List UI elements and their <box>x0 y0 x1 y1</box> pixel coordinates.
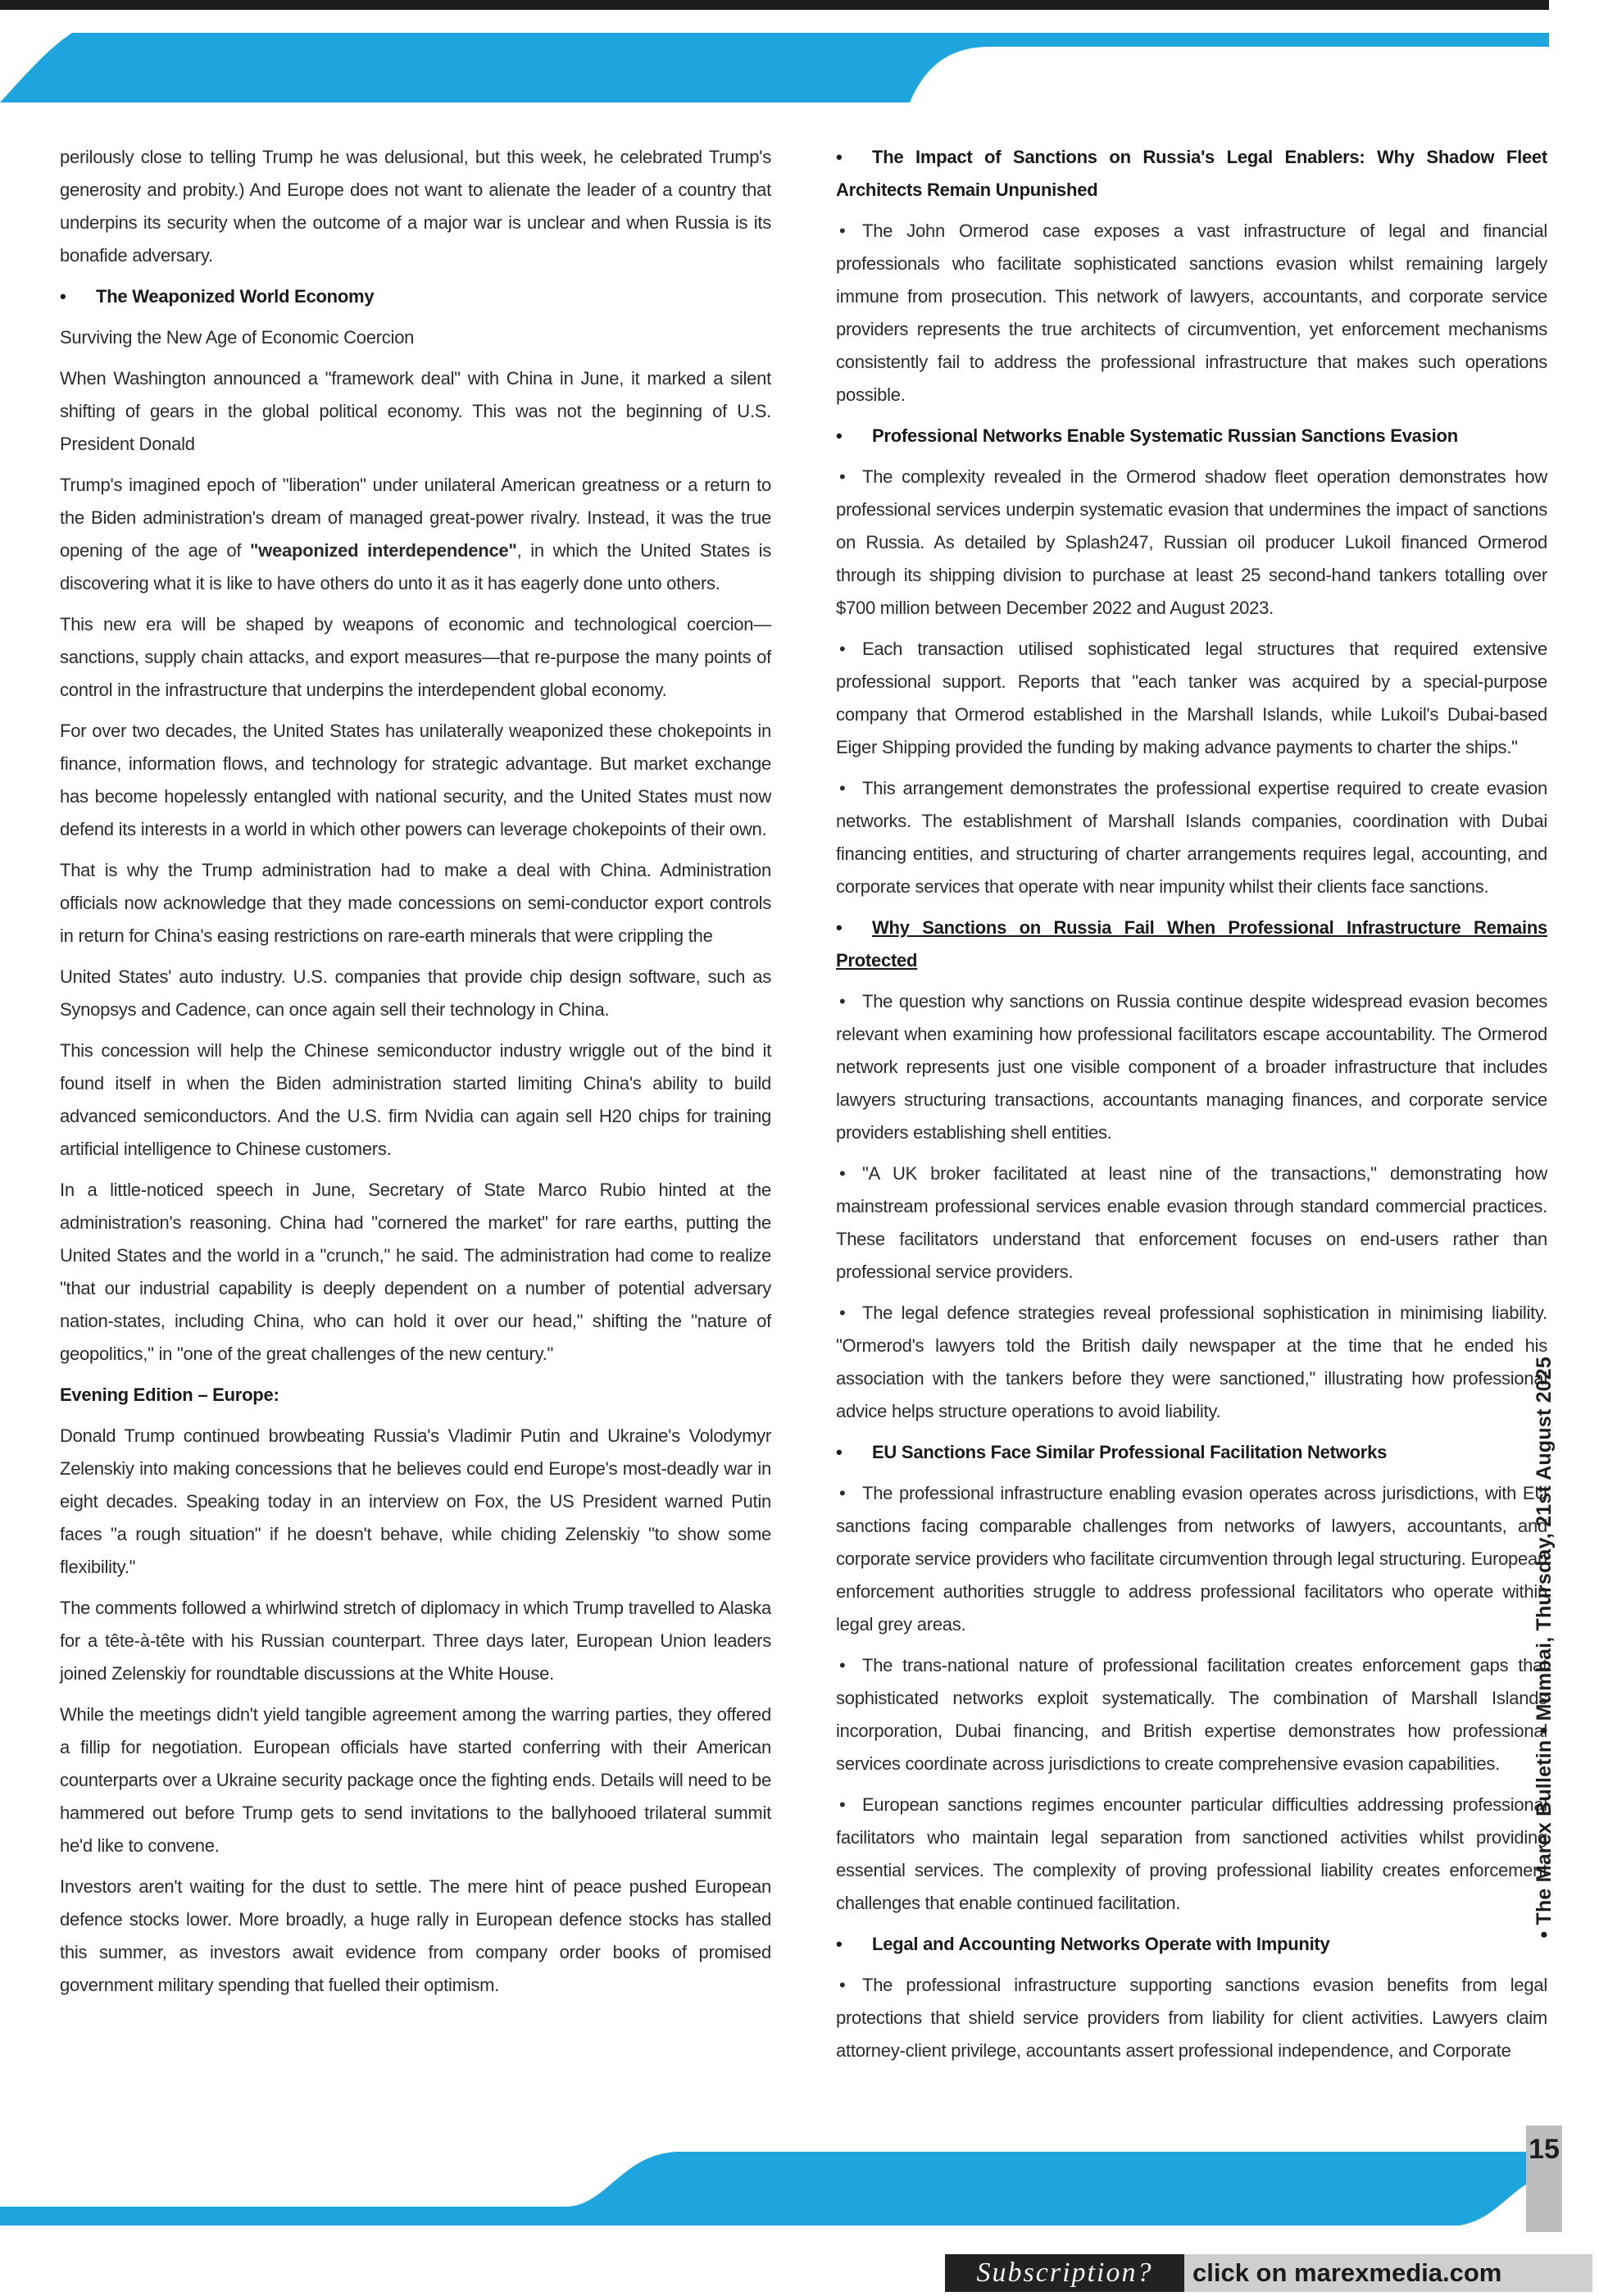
body-paragraph: perilously close to telling Trump he was delusional, but this week, he celebrated Trump's generosity and probity.) And Europe does not want to alienate the leader of a country that underpins its security when the outcome of a major war is unclear and when Russia is its bonafide adversary. <box>60 147 771 266</box>
section-heading <box>60 1379 771 1412</box>
bullet-icon: • <box>839 1303 846 1323</box>
bullet-paragraph <box>836 1649 1547 1780</box>
right-column <box>836 141 1547 2075</box>
emphasis-text: "weaponized interdependence" <box>249 540 517 561</box>
paragraph-text: "A UK broker facilitated at least nine of the transactions," demonstrating how mainstream professional services enable evasion through standard commercial practices. These facilitators understand that enforcement focuses on end-users rather than professional service providers. <box>836 1163 1547 1282</box>
marexmedia-link[interactable]: click on marexmedia.com <box>1184 2254 1592 2292</box>
bullet-paragraph <box>836 1477 1547 1641</box>
sidebar-issue-line <box>1526 1131 1562 2164</box>
bullet-icon: • <box>836 425 843 446</box>
paragraph-text: Trump's imagined epoch of "liberation" under unilateral American greatness or a return to the Biden administration's dream of managed great-power rivalry. Instead, it was the true opening of the age of <box>60 475 771 561</box>
page-number: 15 <box>1526 2126 1562 2232</box>
body-paragraph: Surviving the New Age of Economic Coercion <box>60 327 415 348</box>
paragraph-text: , in which the United States is discovering what it is like to have others do unto it as it has eagerly done unto others. <box>60 540 771 593</box>
subscription-label: Subscription? <box>945 2254 1184 2292</box>
paragraph-text: European sanctions regimes encounter particular difficulties addressing professional facilitators who maintain legal separation from sanctioned activities whilst providing essential services. The complexity of proving professional liability creates enforcement challenges that enable continued facilitation. <box>836 1794 1547 1913</box>
paragraph-text: The John Ormerod case exposes a vast infrastructure of legal and financial professionals who facilitate sophisticated sanctions evasion whilst remaining largely immune from prosecution. This network of lawyers, accountants, and corporate service providers represents the true architects of circumvention, yet enforcement mechanisms consistently fail to address the professional infrastructure that makes such operations possible. <box>836 221 1547 405</box>
body-paragraph: Investors aren't waiting for the dust to settle. The mere hint of peace pushed European defence stocks lower. More broadly, a huge rally in European defence stocks has stalled this summer, as investors await evidence from company order books of promised government military spending that fuelled their optimism. <box>60 1876 771 1995</box>
bullet-icon: • <box>836 1442 843 1462</box>
header-swoosh <box>0 0 1599 107</box>
body-paragraph: The comments followed a whirlwind stretch of diplomacy in which Trump travelled to Alaska for a tête-à-tête with his Russian counterpart. Three days later, European Union leaders joined Zelenskiy for roundtable discussions at the White House. <box>60 1598 771 1684</box>
sidebar-text: • The Marex Bulletin • Mumbai, Thursday, 21st August 2025 <box>1532 1357 1556 1939</box>
body-paragraph: That is why the Trump administration had to make a deal with China. Administration officials now acknowledge that they made concessions on semi-conductor export controls in return for China's easing restrictions on rare-earth minerals that were crippling the <box>60 860 771 946</box>
bullet-icon: • <box>839 1483 846 1503</box>
body-paragraph: In a little-noticed speech in June, Secretary of State Marco Rubio hinted at the administration's reasoning. China had "cornered the market" for rare earths, putting the United States and the world in a "crunch," he said. The administration had come to realize "that our industrial capability is deeply dependent on a number of potential adversary nation-states, including China, who can hold it over our head," shifting the "nature of geopolitics," in "one of the great challenges of the new century." <box>60 1180 771 1364</box>
bullet-icon: • <box>839 778 846 798</box>
left-column <box>60 141 771 2010</box>
bullet-icon: • <box>839 1794 846 1815</box>
paragraph-text: The legal defence strategies reveal professional sophistication in minimising liability. "Ormerod's lawyers told the British daily newspaper at the time that he ended his association with the tankers before they were sanctioned," illustrating how professional advice helps structure operations to avoid liability. <box>836 1303 1547 1421</box>
bullet-paragraph <box>836 772 1547 903</box>
bullet-paragraph <box>836 985 1547 1149</box>
bullet-icon: • <box>836 147 843 167</box>
paragraph-text: The question why sanctions on Russia continue despite widespread evasion becomes relevant when examining how professional facilitators escape accountability. The Ormerod network represents just one visible component of a broader infrastructure that includes lawyers structuring transactions, accountants managing finances, and corporate service providers establishing shell entities. <box>836 991 1547 1143</box>
bullet-paragraph <box>836 1789 1547 1920</box>
section-heading <box>836 912 1547 977</box>
heading-text: Professional Networks Enable Systematic Russian Sanctions Evasion <box>872 425 1458 446</box>
bullet-paragraph <box>836 1297 1547 1428</box>
body-paragraph: This new era will be shaped by weapons of economic and technological coercion—sanctions, supply chain attacks, and export measures—that re-purpose the many points of control in the infrastructure that underpins the interdependent global economy. <box>60 614 771 700</box>
body-paragraph: When Washington announced a "framework deal" with China in June, it marked a silent shifting of gears in the global political economy. This was not the beginning of U.S. President Donald <box>60 368 771 454</box>
bullet-icon: • <box>839 221 846 241</box>
heading-text: The Weaponized World Economy <box>96 286 375 307</box>
bullet-icon: • <box>836 1934 843 1954</box>
bullet-paragraph <box>836 1157 1547 1289</box>
bullet-icon: • <box>839 991 846 1012</box>
heading-text: The Impact of Sanctions on Russia's Legal Enablers: Why Shadow Fleet Architects Remain Unpunished <box>836 147 1547 200</box>
paragraph-text: The professional infrastructure supporting sanctions evasion benefits from legal protections that shield service providers from liability for client activities. Lawyers claim attorney-client privilege, accountants assert professional independence, and Corporate <box>836 1975 1547 2061</box>
bullet-icon: • <box>836 917 843 938</box>
body-paragraph: For over two decades, the United States has unilaterally weaponized these chokepoints in finance, information flows, and technology for strategic advantage. But market exchange has become hopelessly entangled with national security, and the United States must now defend its interests in a world in which other powers can leverage chokepoints of their own. <box>60 721 771 839</box>
paragraph-text: This arrangement demonstrates the professional expertise required to create evasion networks. The establishment of Marshall Islands companies, coordination with Dubai financing entities, and structuring of charter arrangements requires legal, accounting, and corporate services that operate with near impunity whilst their clients face sanctions. <box>836 778 1547 897</box>
heading-text: Why Sanctions on Russia Fail When Professional Infrastructure Remains Protected <box>836 917 1547 971</box>
body-paragraph: United States' auto industry. U.S. companies that provide chip design software, such as Synopsys and Cadence, can once again sell their technology in China. <box>60 966 771 1020</box>
footer-swoosh <box>0 2148 1599 2230</box>
section-heading <box>60 280 771 313</box>
bullet-icon: • <box>60 286 66 307</box>
subscription-banner[interactable] <box>945 2254 1592 2292</box>
bullet-icon: • <box>839 639 846 659</box>
bullet-icon: • <box>839 1655 846 1675</box>
section-heading <box>836 420 1547 452</box>
paragraph-text: The professional infrastructure enabling evasion operates across jurisdictions, with EU sanctions facing comparable challenges from networks of lawyers, accountants, and corporate service providers who facilitate circumvention through legal structuring. European enforcement authorities struggle to address professional facilitators who operate within legal grey areas. <box>836 1483 1547 1634</box>
body-paragraph: This concession will help the Chinese semiconductor industry wriggle out of the bind it found itself in when the Biden administration started limiting China's ability to build advanced semiconductors. And the U.S. firm Nvidia can again sell H20 chips for training artificial intelligence to Chinese customers. <box>60 1040 771 1159</box>
paragraph-text: Each transaction utilised sophisticated legal structures that required extensive professional support. Reports that "each tanker was acquired by a special-purpose company that Ormerod established in the Marshall Islands, while Lukoil's Dubai-based Eiger Shipping provided the funding by making advance payments to charter the ships." <box>836 639 1547 757</box>
body-paragraph: Donald Trump continued browbeating Russia's Vladimir Putin and Ukraine's Volodymyr Zelenskiy into making concessions that he believes could end Europe's most-deadly war in eight decades. Speaking today in an interview on Fox, the US President warned Putin faces "a rough situation" if he doesn't behave, while chiding Zelenskiy "to show some flexibility." <box>60 1425 771 1577</box>
bullet-paragraph <box>836 1969 1547 2067</box>
bullet-paragraph <box>836 461 1547 625</box>
body-paragraph <box>60 469 771 600</box>
section-heading <box>836 1928 1547 1961</box>
body-paragraph: While the meetings didn't yield tangible agreement among the warring parties, they offered a fillip for negotiation. European officials have started conferring with their American counterparts over a Ukraine security package once the fighting ends. Details will need to be hammered out before Trump gets to send invitations to the ballyhooed trilateral summit he'd like to convene. <box>60 1704 771 1856</box>
paragraph-text: The trans-national nature of professional facilitation creates enforcement gaps that sophisticated networks exploit systematically. The combination of Marshall Islands incorporation, Dubai financing, and British expertise demonstrates how professional services coordinate across jurisdictions to create comprehensive evasion capabilities. <box>836 1655 1547 1774</box>
section-heading <box>836 1436 1547 1469</box>
heading-text: EU Sanctions Face Similar Professional Facilitation Networks <box>872 1442 1388 1462</box>
heading-text: Legal and Accounting Networks Operate with Impunity <box>872 1934 1330 1954</box>
bullet-paragraph <box>836 215 1547 411</box>
heading-text: Evening Edition – Europe: <box>60 1384 279 1405</box>
paragraph-text: The complexity revealed in the Ormerod shadow fleet operation demonstrates how professional services underpin systematic evasion that undermines the impact of sanctions on Russia. As detailed by Splash247, Russian oil producer Lukoil financed Ormerod through its shipping division to purchase at least 25 second-hand tankers totalling over $700 million between December 2022 and August 2023. <box>836 466 1547 618</box>
bullet-icon: • <box>839 466 846 487</box>
bullet-icon: • <box>839 1975 846 1995</box>
bullet-paragraph <box>836 633 1547 764</box>
section-heading <box>836 141 1547 207</box>
bullet-icon: • <box>839 1163 846 1184</box>
